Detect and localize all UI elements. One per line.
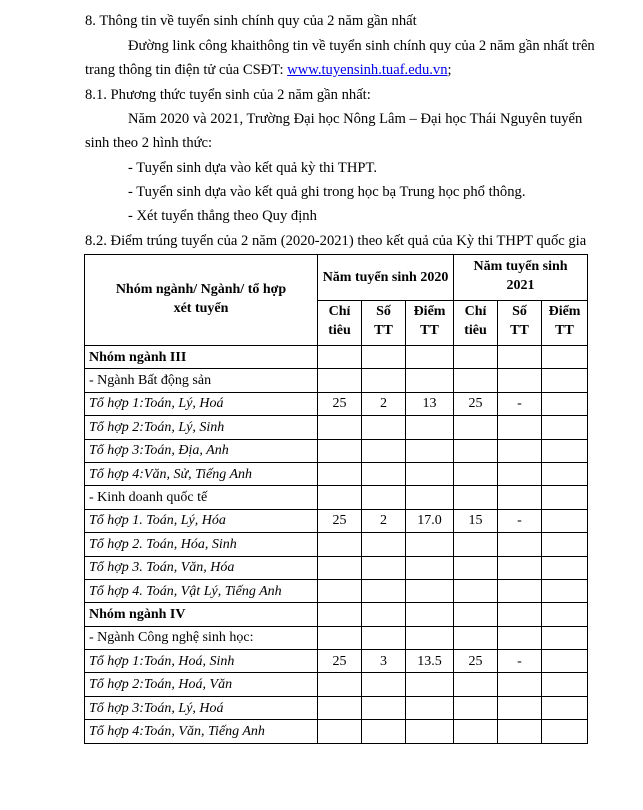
cell [542,650,588,673]
cell: 2 [362,509,406,532]
cell [454,486,498,509]
cell [362,533,406,556]
cell [362,486,406,509]
quota-header-line1: Chỉ [464,304,487,320]
cell [362,626,406,649]
year-2021-header-line2: 2021 [506,277,535,293]
cell [454,603,498,626]
cell [362,462,406,485]
score-header-line1: Điểm [413,304,446,320]
quota-2021-header [454,300,498,346]
cell [498,696,542,719]
cell [318,533,362,556]
cell [542,673,588,696]
enrolled-header-line2: TT [510,323,529,339]
section-8-paragraph-suffix: ; [447,62,452,78]
year-2020-header: Năm tuyển sinh 2020 [318,255,454,301]
cell [318,486,362,509]
cell [454,533,498,556]
cell [542,369,588,392]
cell [542,579,588,602]
section-8-paragraph-line1: Đường link công khaithông tin về tuyển sinh chính quy của 2 năm gần nhất trên [128,38,595,54]
cell [498,579,542,602]
cell [454,626,498,649]
cell [362,556,406,579]
cell [498,673,542,696]
score-header-line2: TT [555,323,574,339]
cell [498,462,542,485]
row-label: Tổ hợp 3:Toán, Địa, Anh [85,439,318,462]
enrolled-header-line1: Số [376,304,391,320]
cell [542,626,588,649]
cell [542,416,588,439]
row-label: Tổ hợp 4:Văn, Sử, Tiếng Anh [85,462,318,485]
table-row [85,509,588,532]
table-row [85,650,588,673]
row-label: Tổ hợp 2:Toán, Hoá, Văn [85,673,318,696]
cell [362,603,406,626]
cell: 17.0 [406,509,454,532]
cell [406,346,454,369]
table-row [85,486,588,509]
group-column-header-line2: xét tuyển [173,300,229,316]
score-header-line1: Điểm [548,304,581,320]
row-label: Nhóm ngành III [85,346,318,369]
method-bullet: - Tuyển sinh dựa vào kết quả ghi trong học bạ Trung học phổ thông. [128,184,526,200]
cell: 25 [454,392,498,415]
cell [406,369,454,392]
score-header-line2: TT [420,323,439,339]
cell [498,486,542,509]
cell [498,556,542,579]
cell [318,462,362,485]
row-label: Tổ hợp 2:Toán, Lý, Sinh [85,416,318,439]
section-8-paragraph-prefix: trang thông tin điện tử của CSĐT: [85,62,288,78]
section-8-1-paragraph-line1: Năm 2020 và 2021, Trường Đại học Nông Lâm – Đại học Thái Nguyên tuyển [128,111,583,127]
cell [318,673,362,696]
cell [318,626,362,649]
cell [542,346,588,369]
row-label: Tổ hợp 4:Toán, Văn, Tiếng Anh [85,720,318,743]
cell [318,720,362,743]
enrolled-header-line2: TT [374,323,393,339]
table-row [85,673,588,696]
cell [406,603,454,626]
section-8-paragraph-line2 [85,61,452,79]
cell [454,346,498,369]
section-8-heading: 8. Thông tin về tuyển sinh chính quy của 2 năm gần nhất [85,13,417,29]
cell: - [498,509,542,532]
row-label: - Ngành Công nghệ sinh học: [85,626,318,649]
enrolled-2020-header [362,300,406,346]
cell [498,416,542,439]
cell [406,462,454,485]
cell [406,579,454,602]
table-row [85,462,588,485]
cell: 13.5 [406,650,454,673]
cell [454,462,498,485]
cell [498,603,542,626]
table-row [85,416,588,439]
cell [406,626,454,649]
cell [454,439,498,462]
enrolled-2021-header [498,300,542,346]
cell [318,579,362,602]
cell: 25 [318,650,362,673]
cell [542,392,588,415]
table-row [85,346,588,369]
cell [406,533,454,556]
cell: 13 [406,392,454,415]
row-label: Tổ hợp 1. Toán, Lý, Hóa [85,509,318,532]
table-header-row [85,255,588,301]
cell [498,533,542,556]
cell [318,603,362,626]
table-row [85,626,588,649]
admissions-website-link[interactable]: www.tuyensinh.tuaf.edu.vn [287,62,448,78]
cell [362,439,406,462]
table-row [85,720,588,743]
table-row [85,603,588,626]
cell: 25 [454,650,498,673]
score-2021-header [542,300,588,346]
cell [318,696,362,719]
cell [542,556,588,579]
cell [542,603,588,626]
cell [498,626,542,649]
quota-2020-header [318,300,362,346]
cell [318,556,362,579]
row-label: - Ngành Bất động sản [85,369,318,392]
enrolled-header-line1: Số [512,304,527,320]
cell [318,346,362,369]
cell [498,720,542,743]
cell [454,579,498,602]
cell [542,462,588,485]
cell [454,720,498,743]
admission-scores-table [84,254,588,744]
table-row [85,533,588,556]
cell [406,696,454,719]
cell [454,416,498,439]
table-row [85,556,588,579]
cell [406,556,454,579]
cell [362,696,406,719]
cell [362,346,406,369]
cell [362,416,406,439]
cell [542,486,588,509]
cell [362,720,406,743]
cell [498,369,542,392]
cell [498,439,542,462]
cell: 2 [362,392,406,415]
cell [454,696,498,719]
row-label: Tổ hợp 4. Toán, Vật Lý, Tiếng Anh [85,579,318,602]
cell: 25 [318,392,362,415]
cell [318,439,362,462]
cell [406,439,454,462]
cell: 15 [454,509,498,532]
cell: - [498,650,542,673]
row-label: Tổ hợp 1:Toán, Hoá, Sinh [85,650,318,673]
table-row [85,579,588,602]
cell: - [498,392,542,415]
method-bullet: - Tuyển sinh dựa vào kết quả kỳ thi THPT. [128,160,377,176]
cell [362,673,406,696]
quota-header-line2: tiêu [328,323,351,339]
cell [406,720,454,743]
score-2020-header [406,300,454,346]
cell [542,696,588,719]
row-label: - Kinh doanh quốc tế [85,486,318,509]
cell [454,556,498,579]
group-column-header-line1: Nhóm ngành/ Ngành/ tổ hợp [115,281,287,297]
year-2021-header [454,255,588,301]
cell [542,720,588,743]
cell [542,509,588,532]
quota-header-line1: Chỉ [328,304,351,320]
section-8-1-paragraph-line2: sinh theo 2 hình thức: [85,135,213,151]
table-row [85,696,588,719]
section-8-1-heading: 8.1. Phương thức tuyển sinh của 2 năm gần nhất: [85,87,371,103]
cell [454,673,498,696]
table-row [85,439,588,462]
group-column-header [85,255,318,346]
section-8-2-heading: 8.2. Điểm trúng tuyển của 2 năm (2020-2021) theo kết quả của Kỳ thi THPT quốc gia [85,233,587,249]
quota-header-line2: tiêu [464,323,487,339]
method-bullet: - Xét tuyển thẳng theo Quy định [128,208,317,224]
row-label: Tổ hợp 2. Toán, Hóa, Sinh [85,533,318,556]
row-label: Tổ hợp 3. Toán, Văn, Hóa [85,556,318,579]
cell [406,416,454,439]
table-row [85,369,588,392]
row-label: Tổ hợp 1:Toán, Lý, Hoá [85,392,318,415]
cell [542,439,588,462]
row-label: Tổ hợp 3:Toán, Lý, Hoá [85,696,318,719]
cell [498,346,542,369]
cell [362,579,406,602]
cell: 3 [362,650,406,673]
cell [406,486,454,509]
cell [318,369,362,392]
cell [454,369,498,392]
cell [362,369,406,392]
cell [318,416,362,439]
cell [542,533,588,556]
cell [406,673,454,696]
year-2021-header-line1: Năm tuyển sinh [473,258,568,274]
row-label: Nhóm ngành IV [85,603,318,626]
table-row [85,392,588,415]
cell: 25 [318,509,362,532]
